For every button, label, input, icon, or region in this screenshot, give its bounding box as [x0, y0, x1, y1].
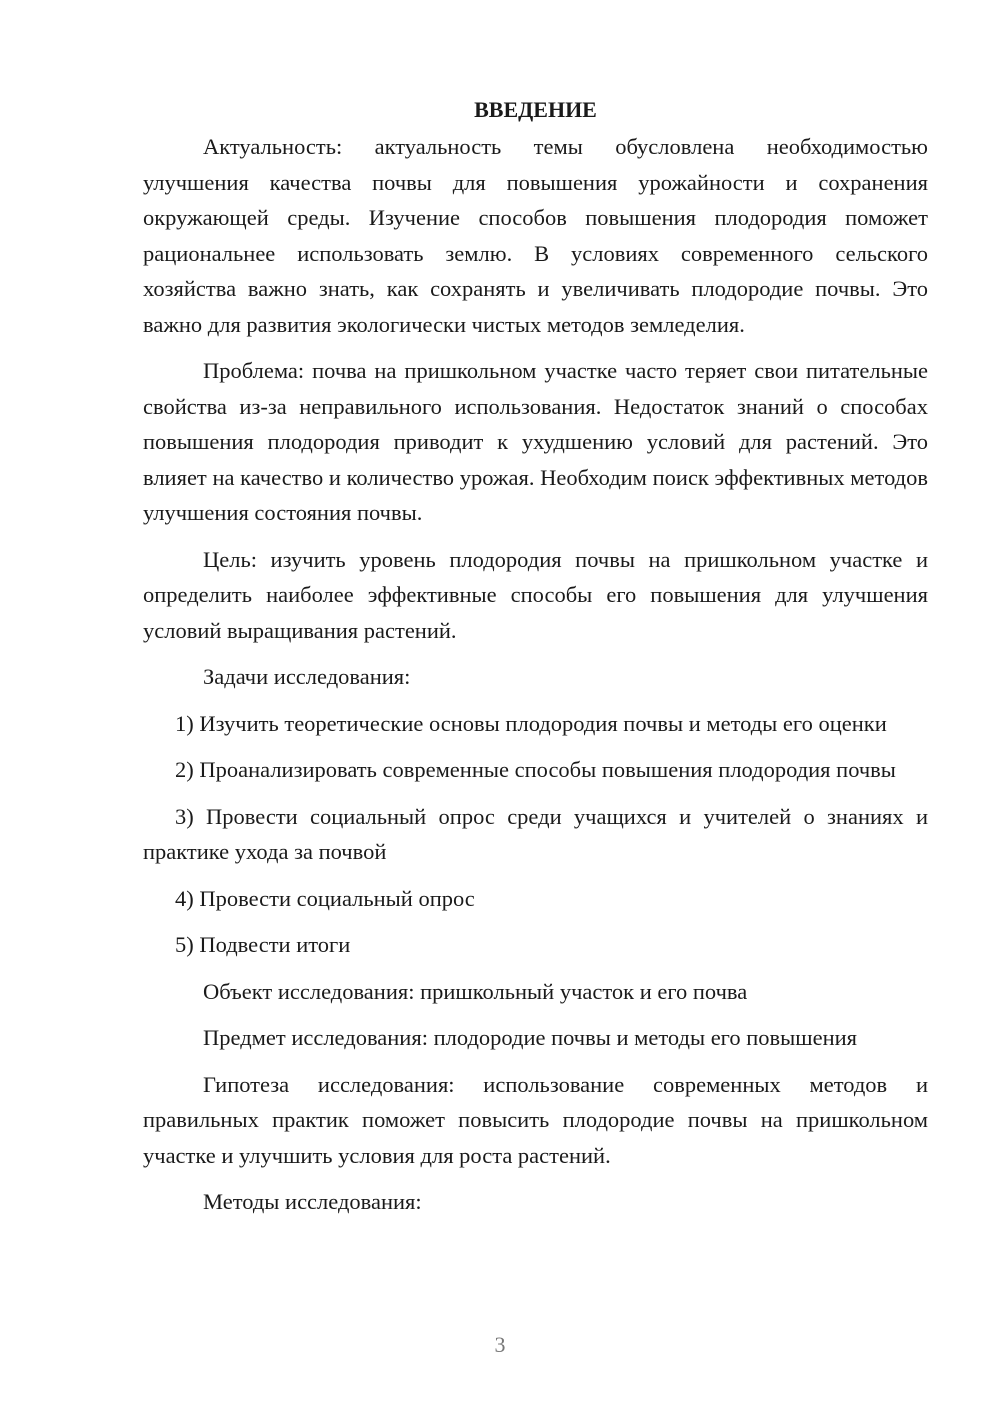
- task-item-5: 5) Подвести итоги: [175, 932, 351, 957]
- tasks-heading: Задачи исследования:: [203, 664, 411, 689]
- task-item-2: 2) Проанализировать современные способы повышения плодородия почвы: [175, 757, 896, 782]
- relevance-paragraph: Актуальность: актуальность темы обусловлена необходимостью улучшения качества почвы для повышения урожайности и сохранения окружающей среды. Изучение способов повышения плодородия поможет рациональнее использовать землю. В условиях современного сельского хозяйства важно знать, как сохранять и увеличивать плодородие почвы. Это важно для развития экологически чистых методов земледелия.: [143, 134, 928, 337]
- page-content: [143, 92, 928, 1231]
- methods-heading: Методы исследования:: [203, 1189, 422, 1214]
- object-paragraph: Объект исследования: пришкольный участок и его почва: [203, 978, 748, 1004]
- goal-paragraph: Цель: изучить уровень плодородия почвы на пришкольном участке и определить наиболее эффективные способы его повышения для улучшения условий выращивания растений.: [143, 546, 928, 643]
- subject-paragraph: Предмет исследования: плодородие почвы и методы его повышения: [203, 1025, 858, 1050]
- problem-paragraph: Проблема: почва на пришкольном участке часто теряет свои питательные свойства из-за неправильного использования. Недостаток знаний о способах повышения плодородия приводит к ухудшению условий для растений. Это влияет на качество и количество урожая. Необходим поиск эффективных методов улучшения состояния почвы.: [143, 358, 928, 525]
- section-title: ВВЕДЕНИЕ: [474, 97, 597, 122]
- hypothesis-paragraph: Гипотеза исследования: использование современных методов и правильных практик поможет повысить плодородие почвы на пришкольном участке и улучшить условия для роста растений.: [143, 1071, 928, 1168]
- task-item-3: 3) Провести социальный опрос среди учащихся и учителей о знаниях и практике ухода за почвой: [143, 803, 928, 864]
- task-item-4: 4) Провести социальный опрос: [175, 885, 475, 911]
- page-number: 3: [494, 1332, 506, 1357]
- task-item-1: 1) Изучить теоретические основы плодородия почвы и методы его оценки: [175, 710, 887, 736]
